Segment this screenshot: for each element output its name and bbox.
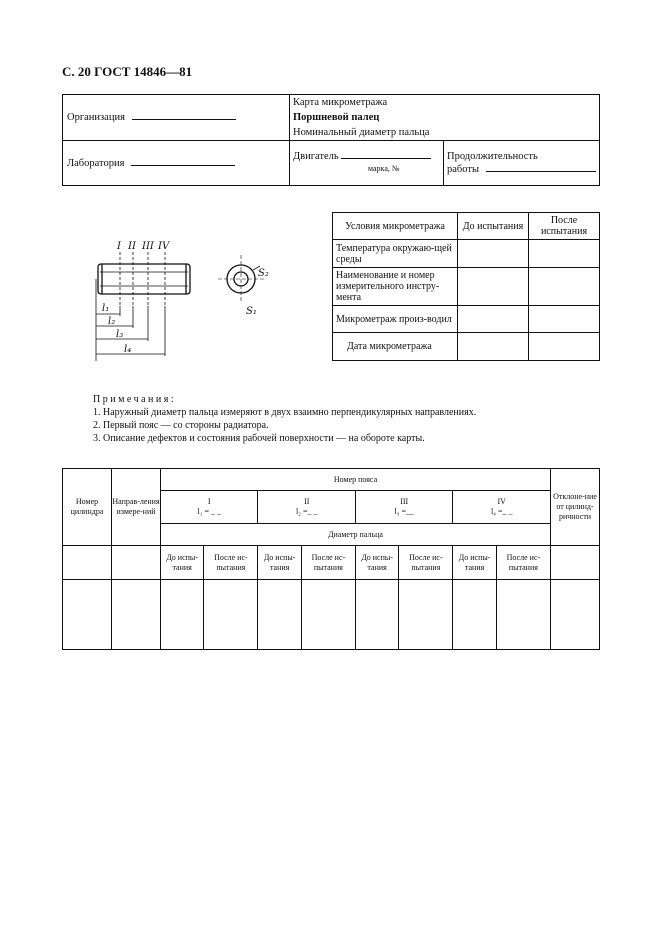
- belt-label-3: III: [142, 241, 154, 252]
- organization-label: Организация: [67, 112, 125, 123]
- note-item: 1. Наружный диаметр пальца измеряют в двух взаимно перпендикулярных направлениях.: [93, 407, 477, 418]
- section-label-s2: S₂: [258, 268, 269, 279]
- deviation-empty: [551, 546, 600, 580]
- after-header: После испытания: [529, 213, 600, 240]
- card-title-cell: [290, 95, 600, 141]
- belt-header-1: I l₁ = _ _: [161, 491, 258, 524]
- data-cell[interactable]: [496, 580, 550, 650]
- data-cell[interactable]: [112, 580, 161, 650]
- card-title: Карта микрометража: [293, 97, 388, 108]
- dim-label-3: l₃: [116, 329, 124, 340]
- belt-number-header: Номер пояса: [161, 469, 551, 491]
- conditions-header: Условия микрометража: [333, 213, 458, 240]
- after-test-header: После ис-пытания: [496, 546, 550, 580]
- duration-label-2: работы: [447, 164, 480, 175]
- duration-label: Продолжительность: [447, 151, 538, 162]
- organization-field[interactable]: [132, 119, 236, 120]
- condition-after-cell[interactable]: [529, 333, 600, 361]
- condition-before-cell[interactable]: [458, 333, 529, 361]
- engine-sub-label: марка, №: [368, 164, 400, 173]
- section-label-s1: S₁: [246, 306, 257, 317]
- page-header: С. 20 ГОСТ 14846—81: [62, 64, 193, 79]
- dim-label-4: l₄: [124, 344, 132, 355]
- data-cell[interactable]: [301, 580, 355, 650]
- after-test-header: После ис-пытания: [204, 546, 258, 580]
- notes-title: Примечания:: [93, 394, 177, 405]
- laboratory-cell: [63, 141, 290, 186]
- engine-field[interactable]: [341, 158, 431, 159]
- dim-label-1: l₁: [102, 303, 110, 314]
- cylinder-header: Номер цилиндра: [63, 469, 112, 546]
- laboratory-label: Лаборатория: [67, 157, 125, 169]
- before-test-header: До испы-тания: [258, 546, 301, 580]
- note-item: 2. Первый пояс — со стороны радиатора.: [93, 420, 269, 431]
- condition-row-label: Наименование и номер измерительного инстру-мента: [333, 268, 458, 306]
- belt-header-2: II l₂ =_ _: [258, 491, 355, 524]
- cylinder-empty: [63, 546, 112, 580]
- data-cell[interactable]: [258, 580, 301, 650]
- condition-row-label: Дата микрометража: [333, 333, 458, 361]
- belt-label-4: IV: [158, 241, 170, 252]
- data-cell[interactable]: [399, 580, 453, 650]
- duration-cell: [444, 141, 600, 186]
- organization-cell: [63, 95, 290, 141]
- condition-before-cell[interactable]: [458, 268, 529, 306]
- condition-after-cell[interactable]: [529, 268, 600, 306]
- before-header: До испытания: [458, 213, 529, 240]
- engine-label: Двигатель: [293, 151, 339, 162]
- engine-cell: [290, 141, 444, 186]
- belt-header-4: IV l₄ =_ _: [453, 491, 551, 524]
- data-cell[interactable]: [161, 580, 204, 650]
- note-item: 3. Описание дефектов и состояния рабочей поверхности — на обороте карты.: [93, 433, 425, 444]
- condition-after-cell[interactable]: [529, 306, 600, 333]
- data-cell[interactable]: [204, 580, 258, 650]
- piston-pin-drawing: [88, 236, 278, 366]
- data-cell[interactable]: [355, 580, 398, 650]
- condition-after-cell[interactable]: [529, 240, 600, 268]
- condition-before-cell[interactable]: [458, 240, 529, 268]
- data-cell[interactable]: [551, 580, 600, 650]
- diameter-header: Диаметр пальца: [161, 524, 551, 546]
- part-name: Поршневой палец: [293, 112, 380, 123]
- condition-row-label: Микрометраж произ-водил: [333, 306, 458, 333]
- nominal-diameter-label: Номинальный диаметр пальца: [293, 127, 430, 138]
- data-cell[interactable]: [63, 580, 112, 650]
- data-cell[interactable]: [453, 580, 496, 650]
- direction-empty: [112, 546, 161, 580]
- condition-row-label: Температура окружаю-щей среды: [333, 240, 458, 268]
- dim-label-2: l₂: [108, 316, 116, 327]
- laboratory-field[interactable]: [131, 165, 235, 166]
- after-test-header: После ис-пытания: [301, 546, 355, 580]
- before-test-header: До испы-тания: [453, 546, 496, 580]
- after-test-header: После ис-пытания: [399, 546, 453, 580]
- belt-header-3: III l₃ =__: [355, 491, 452, 524]
- deviation-header: Отклоне-ние от цилинд-ричности: [551, 469, 600, 546]
- pin-outline: [98, 264, 190, 294]
- notes-block: [93, 393, 476, 445]
- belt-label-2: II: [128, 241, 136, 252]
- card-header-table: [62, 94, 600, 186]
- duration-field[interactable]: [486, 171, 596, 172]
- condition-before-cell[interactable]: [458, 306, 529, 333]
- measurement-table: [62, 468, 600, 650]
- before-test-header: До испы-тания: [355, 546, 398, 580]
- belt-label-1: I: [117, 241, 121, 252]
- conditions-table: [332, 212, 600, 361]
- direction-header: Направ-ления измере-ний: [112, 469, 161, 546]
- before-test-header: До испы-тания: [161, 546, 204, 580]
